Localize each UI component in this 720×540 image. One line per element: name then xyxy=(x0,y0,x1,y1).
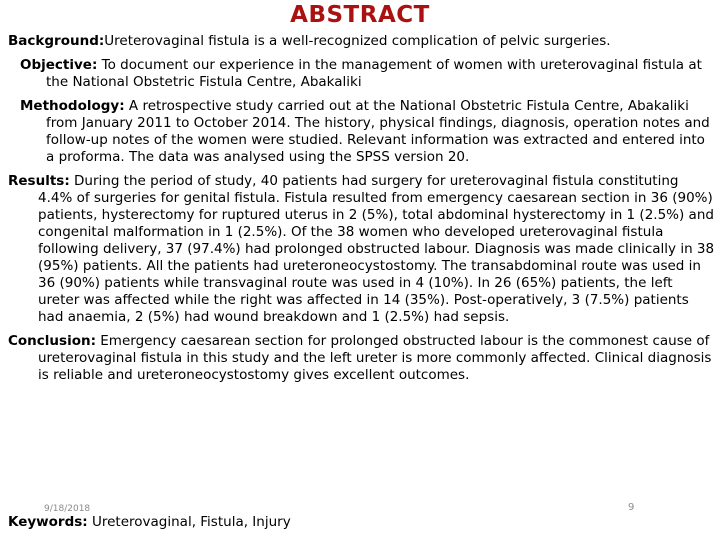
section-results-label: Results: xyxy=(8,173,70,189)
section-background-label: Background: xyxy=(8,33,105,49)
section-results-text: During the period of study, 40 patients had surgery for ureterovaginal fistula constituting 4.4% of surgeries for genital fistula. Fistula resulted from emergency caesarean section in 36 (90%) patients, hysterectomy for ruptured uterus in 2 (5%), total abdominal hysterectomy in 1 (2.5%) and congenital malformation in 1 (2.5%). Of the 38 women who developed ureterovaginal fistula following delivery, 37 (97.4%) had prolonged obstructed labour. Diagnosis was made clinically in 38 (95%) patients. All the patients had ureteroneocystostomy. The transabdominal route was used in 36 (90%) patients while transvaginal route was used in 4 (10%). In 26 (65%) patients, the left ureter was affected while the right was affected in 14 (35%). Post-operatively, 3 (7.5%) patients had anaemia, 2 (5%) had wound breakdown and 1 (2.5%) had sepsis. xyxy=(38,173,715,325)
section-methodology xyxy=(20,98,716,166)
section-methodology-text: A retrospective study carried out at the National Obstetric Fistula Centre, Abakaliki from January 2011 to October 2014. The history, physical findings, diagnosis, operation notes and follow-up notes of the women were studied. Relevant information was extracted and entered into a proforma. The data was analysed using the SPSS version 20. xyxy=(46,98,710,165)
section-keywords-label: Keywords: xyxy=(8,514,88,530)
footer-page-number: 9 xyxy=(628,502,635,513)
slide-title: ABSTRACT xyxy=(290,2,430,28)
section-conclusion xyxy=(8,333,716,384)
section-objective xyxy=(20,57,716,91)
section-conclusion-label: Conclusion: xyxy=(8,333,96,349)
section-results xyxy=(8,173,716,326)
section-background xyxy=(8,33,716,50)
section-methodology-label: Methodology: xyxy=(20,98,125,114)
footer-date: 9/18/2018 xyxy=(44,504,91,514)
section-objective-text: To document our experience in the management of women with ureterovaginal fistula at the National Obstetric Fistula Centre, Abakaliki xyxy=(46,57,702,90)
section-keywords xyxy=(8,514,291,531)
section-conclusion-text: Emergency caesarean section for prolonged obstructed labour is the commonest cause of ureterovaginal fistula in this study and the left ureter is more commonly affected. Clinical diagnosis is reliable and ureteroneocystostomy gives excellent outcomes. xyxy=(38,333,712,383)
section-background-text: Ureterovaginal fistula is a well-recognized complication of pelvic surgeries. xyxy=(104,33,611,49)
section-objective-label: Objective: xyxy=(20,57,98,73)
section-keywords-text: Ureterovaginal, Fistula, Injury xyxy=(87,514,291,530)
